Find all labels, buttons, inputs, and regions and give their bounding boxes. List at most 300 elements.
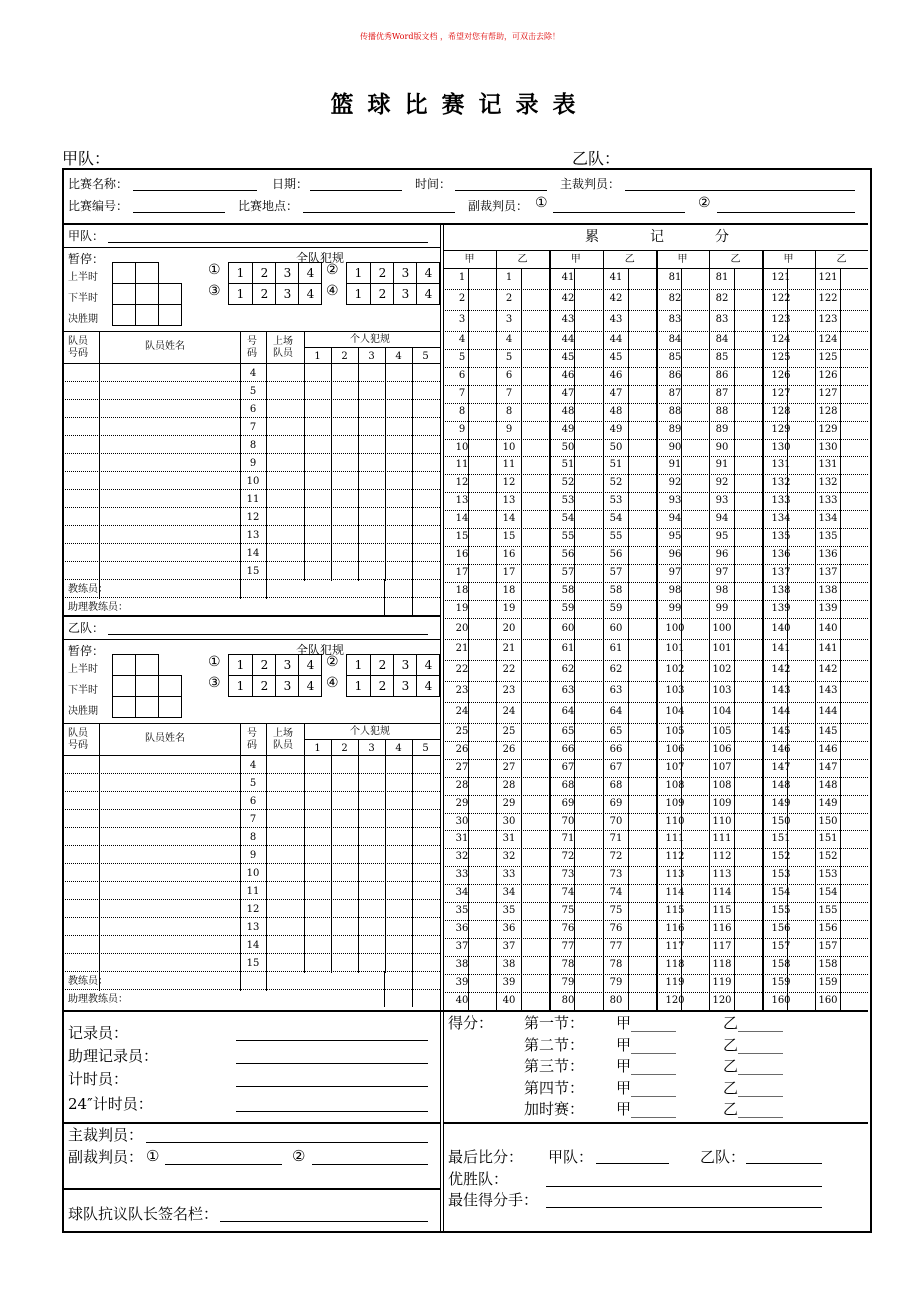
running-score-title-3: 分 (715, 229, 729, 245)
team-b-header-onfield2: 队员 (273, 740, 293, 751)
team-a-jersey-12: 12 (246, 512, 260, 523)
team-b-foul-sep (385, 739, 386, 973)
score-b-158: 158 (818, 959, 838, 971)
score-b-114: 114 (712, 887, 732, 899)
score-b-96: 96 (715, 549, 729, 561)
foul-count-cell[interactable]: 2 (370, 284, 394, 304)
period-a-4: 甲______ (616, 1078, 677, 1097)
team-b-jersey-7: 7 (249, 814, 257, 825)
official-label-3: 计时员： (68, 1070, 129, 1088)
score-b-42: 42 (609, 293, 623, 305)
score-row-rule (443, 702, 868, 703)
protest-field[interactable] (220, 1221, 428, 1222)
team-b-header-player: 队员 (68, 728, 88, 739)
score-b-13: 13 (502, 495, 516, 507)
team-b-period-2: 下半时 (68, 685, 98, 696)
official-field-3[interactable] (236, 1086, 428, 1087)
team-a-player-row-rule (62, 381, 440, 382)
foul-count-cell[interactable]: 1 (354, 679, 363, 693)
score-b-145: 145 (818, 725, 838, 737)
team-a-player-row-rule (62, 489, 440, 490)
score-b-3: 3 (505, 314, 513, 326)
score-b-31: 31 (502, 833, 516, 845)
score-a-160: 160 (771, 995, 791, 1007)
score-b-83: 83 (715, 314, 729, 326)
score-a-106: 106 (665, 743, 685, 755)
team-a-timeout-box[interactable] (158, 304, 182, 326)
score-b-102: 102 (712, 664, 732, 676)
team-b-name-label: 乙队： (68, 621, 105, 635)
team-b-quarter-mark-4: ④ (326, 675, 339, 691)
score-b-71: 71 (609, 833, 623, 845)
team-b-jersey-6: 6 (249, 796, 257, 807)
score-b-58: 58 (609, 585, 623, 597)
team-a-player-row-rule (62, 543, 440, 544)
chief-referee-field[interactable] (625, 190, 855, 191)
umpire-one-field[interactable] (553, 212, 685, 213)
score-a-20: 20 (455, 622, 469, 634)
team-b-header-foul-2: 2 (341, 743, 348, 754)
score-a-83: 83 (668, 314, 682, 326)
score-a-120: 120 (665, 995, 685, 1007)
time-field[interactable] (455, 190, 547, 191)
score-b-74: 74 (609, 887, 623, 899)
team-b-name-field[interactable] (108, 634, 428, 635)
score-b-103: 103 (712, 685, 732, 697)
foul-count-cell[interactable]: 3 (393, 263, 417, 283)
team-b-timeout-box[interactable] (135, 654, 159, 676)
foul-count-cell[interactable]: 1 (354, 266, 363, 280)
team-b-header-onfield1: 上场 (273, 728, 293, 739)
score-a-133: 133 (771, 495, 791, 507)
foul-count-cell[interactable]: 4 (298, 263, 322, 283)
foul-count-cell[interactable]: 3 (275, 284, 299, 304)
team-b-timeout-box[interactable] (112, 675, 136, 697)
score-b-57: 57 (609, 567, 623, 579)
team-a-foul-sep (331, 347, 332, 581)
score-b-64: 64 (609, 706, 623, 718)
score-b-56: 56 (609, 549, 623, 561)
score-row-rule (443, 639, 868, 640)
team-b-assistant-coach-label: 助理教练员： (68, 994, 128, 1005)
score-b-147: 147 (818, 761, 838, 773)
team-b-header (572, 146, 854, 169)
final-team-b-field[interactable] (746, 1163, 822, 1164)
official-field-1[interactable] (236, 1040, 428, 1041)
team-b-timeout-box[interactable] (135, 675, 159, 697)
score-a-104: 104 (665, 706, 685, 718)
score-a-32: 32 (455, 851, 469, 863)
team-b-quarter-mark-2: ② (326, 654, 339, 670)
score-b-65: 65 (609, 725, 623, 737)
score-a-48: 48 (561, 405, 575, 417)
score-header-rule (443, 268, 868, 269)
match-number-field[interactable] (133, 212, 225, 213)
team-a-period-2: 下半时 (68, 293, 98, 304)
team-b-foul-group-4 (346, 675, 440, 697)
team-a-coach-label: 教练员： (68, 584, 108, 595)
team-b-quarter-mark-3: ③ (208, 675, 221, 691)
score-row-rule (443, 474, 868, 475)
team-a-timeout-box[interactable] (112, 262, 136, 284)
score-row-rule (443, 367, 868, 368)
team-b-player-row-rule (62, 791, 440, 792)
official-field-2[interactable] (236, 1063, 428, 1064)
foul-count-cell[interactable]: 4 (416, 284, 440, 304)
score-row-rule (443, 866, 868, 867)
score-b-128: 128 (818, 405, 838, 417)
score-b-111: 111 (712, 833, 732, 845)
score-row-rule (443, 956, 868, 957)
score-a-132: 132 (771, 477, 791, 489)
team-b-timeout-box[interactable] (112, 696, 136, 718)
score-b-63: 63 (609, 685, 623, 697)
score-b-54: 54 (609, 513, 623, 525)
team-b-header-no: 号码 (68, 740, 88, 751)
team-b-timeout-box[interactable] (158, 696, 182, 718)
score-b-33: 33 (502, 869, 516, 881)
score-b-118: 118 (712, 959, 732, 971)
score-b-21: 21 (502, 643, 516, 655)
team-a-header-onfield1: 上场 (273, 336, 293, 347)
team-a-foul-sep (412, 347, 413, 581)
score-b-11: 11 (502, 459, 516, 471)
umpire-one-mark: ① (535, 195, 548, 211)
time-label: 时间： (415, 177, 452, 191)
score-section-border (762, 250, 764, 1010)
team-a-timeout-box[interactable] (135, 304, 159, 326)
foul-count-cell[interactable]: 4 (416, 655, 440, 675)
foul-count-cell[interactable]: 2 (252, 676, 276, 696)
foul-count-cell[interactable]: 1 (354, 658, 363, 672)
score-row-rule (443, 741, 868, 742)
team-a-foul-sep (358, 347, 359, 581)
team-a-jersey-8: 8 (249, 440, 257, 451)
team-a-name-field[interactable] (108, 242, 428, 243)
official-label-1: 记录员： (68, 1024, 129, 1042)
score-a-22: 22 (455, 664, 469, 676)
foul-count-cell[interactable]: 4 (298, 655, 322, 675)
team-b-jersey-5: 5 (249, 778, 257, 789)
score-a-75: 75 (561, 905, 575, 917)
team-a-jersey-7: 7 (249, 422, 257, 433)
team-a-jersey-11: 11 (246, 494, 260, 505)
score-row-rule (443, 974, 868, 975)
foul-count-cell[interactable]: 4 (298, 676, 322, 696)
team-b-timeout-box[interactable] (112, 654, 136, 676)
score-b-154: 154 (818, 887, 838, 899)
score-b-5: 5 (505, 351, 513, 363)
best-scorer-field[interactable] (546, 1207, 822, 1208)
score-row-rule (443, 723, 868, 724)
score-row-rule (443, 884, 868, 885)
team-a-foul-group-4 (346, 283, 440, 305)
score-b-125: 125 (818, 351, 838, 363)
score-b-127: 127 (818, 387, 838, 399)
team-b-timeout-box[interactable] (158, 675, 182, 697)
final-team-b-label: 乙队： (700, 1148, 746, 1166)
score-b-79: 79 (609, 977, 623, 989)
score-b-46: 46 (609, 369, 623, 381)
team-b-foul-header-rule (304, 739, 440, 740)
foul-count-cell[interactable]: 1 (354, 287, 363, 301)
team-a-header (62, 146, 367, 169)
sub-referee-label: 副裁判员： (68, 1148, 144, 1166)
score-a-39: 39 (455, 977, 469, 989)
score-row-rule (443, 759, 868, 760)
score-b-152: 152 (818, 851, 838, 863)
score-a-69: 69 (561, 797, 575, 809)
score-a-143: 143 (771, 685, 791, 697)
team-a-jersey-10: 10 (246, 476, 260, 487)
team-a-jersey-5: 5 (249, 386, 257, 397)
foul-count-cell[interactable]: 1 (236, 679, 245, 693)
score-a-122: 122 (771, 293, 791, 305)
score-a-50: 50 (561, 441, 575, 453)
score-a-80: 80 (561, 995, 575, 1007)
foul-count-cell[interactable]: 3 (393, 676, 417, 696)
score-b-90: 90 (715, 441, 729, 453)
team-a-header-name: 队员姓名 (145, 341, 185, 352)
team-a-timeout-box[interactable] (135, 283, 159, 305)
score-b-80: 80 (609, 995, 623, 1007)
team-a-player-row-rule (62, 525, 440, 526)
score-a-74: 74 (561, 887, 575, 899)
official-field-4[interactable] (236, 1111, 428, 1112)
team-b-player-row-rule (62, 899, 440, 900)
foul-count-cell[interactable]: 4 (298, 284, 322, 304)
score-a-90: 90 (668, 441, 682, 453)
score-a-42: 42 (561, 293, 575, 305)
score-col-header-b: 乙 (730, 254, 741, 265)
score-b-82: 82 (715, 293, 729, 305)
score-a-82: 82 (668, 293, 682, 305)
team-b-jersey-9: 9 (249, 850, 257, 861)
score-row-rule (443, 813, 868, 814)
team-b-jersey-13: 13 (246, 922, 260, 933)
score-b-124: 124 (818, 333, 838, 345)
score-a-137: 137 (771, 567, 791, 579)
score-a-13: 13 (455, 495, 469, 507)
team-a-timeout-box[interactable] (112, 304, 136, 326)
score-b-134: 134 (818, 513, 838, 525)
score-a-21: 21 (455, 643, 469, 655)
foul-count-cell[interactable]: 4 (416, 676, 440, 696)
team-b-player-row-rule (62, 953, 440, 954)
team-a-header-foul-3: 3 (368, 351, 375, 362)
date-field[interactable] (310, 190, 402, 191)
score-a-9: 9 (458, 423, 466, 435)
foul-count-cell[interactable]: 2 (252, 284, 276, 304)
venue-field[interactable] (303, 212, 455, 213)
team-b-player-row-rule (62, 881, 440, 882)
foul-count-cell[interactable]: 2 (370, 263, 394, 283)
winner-field[interactable] (546, 1186, 822, 1187)
score-b-6: 6 (505, 369, 513, 381)
score-a-58: 58 (561, 585, 575, 597)
score-b-17: 17 (502, 567, 516, 579)
score-a-95: 95 (668, 531, 682, 543)
foul-count-cell[interactable]: 1 (236, 658, 245, 672)
team-b-jersey-11: 11 (246, 886, 260, 897)
score-b-98: 98 (715, 585, 729, 597)
team-a-header-no: 号码 (68, 348, 88, 359)
info-bottom-rule (62, 223, 868, 225)
score-a-51: 51 (561, 459, 575, 471)
foul-count-cell[interactable]: 4 (416, 263, 440, 283)
score-b-105: 105 (712, 725, 732, 737)
foul-count-cell[interactable]: 2 (252, 263, 276, 283)
score-section-mid (496, 250, 497, 1010)
score-row-rule (443, 564, 868, 565)
period-b-4: 乙______ (723, 1078, 784, 1097)
score-b-48: 48 (609, 405, 623, 417)
score-a-115: 115 (665, 905, 685, 917)
score-b-129: 129 (818, 423, 838, 435)
score-b-153: 153 (818, 869, 838, 881)
score-row-rule (443, 600, 868, 601)
score-b-107: 107 (712, 761, 732, 773)
score-a-123: 123 (771, 314, 791, 326)
score-b-131: 131 (818, 459, 838, 471)
score-a-38: 38 (455, 959, 469, 971)
score-a-110: 110 (665, 815, 685, 827)
score-a-113: 113 (665, 869, 685, 881)
score-a-35: 35 (455, 905, 469, 917)
score-b-10: 10 (502, 441, 516, 453)
score-a-112: 112 (665, 851, 685, 863)
score-a-1: 1 (458, 272, 466, 284)
team-b-col-name-left (99, 723, 100, 991)
score-a-25: 25 (455, 725, 469, 737)
score-a-65: 65 (561, 725, 575, 737)
score-a-23: 23 (455, 685, 469, 697)
score-b-22: 22 (502, 664, 516, 676)
foul-count-cell[interactable]: 1 (236, 287, 245, 301)
score-row-rule (443, 681, 868, 682)
score-b-14: 14 (502, 513, 516, 525)
foul-count-cell[interactable]: 2 (370, 655, 394, 675)
score-a-96: 96 (668, 549, 682, 561)
team-a-label: 甲队： (62, 149, 111, 168)
match-name-field[interactable] (133, 190, 257, 191)
score-row-rule (443, 582, 868, 583)
score-b-148: 148 (818, 779, 838, 791)
score-a-45: 45 (561, 351, 575, 363)
team-a-name-rule (62, 247, 440, 248)
score-b-160: 160 (818, 995, 838, 1007)
score-b-23: 23 (502, 685, 516, 697)
score-row-rule (443, 546, 868, 547)
team-a-header-foul-4: 4 (395, 351, 402, 362)
foul-count-cell[interactable]: 2 (370, 676, 394, 696)
score-b-109: 109 (712, 797, 732, 809)
umpire-two-field[interactable] (717, 212, 855, 213)
score-section-border (656, 250, 658, 1010)
team-b-field[interactable] (620, 153, 854, 169)
sub-referee-two-field[interactable] (312, 1164, 428, 1165)
score-a-56: 56 (561, 549, 575, 561)
score-a-5: 5 (458, 351, 466, 363)
score-b-104: 104 (712, 706, 732, 718)
score-row-rule (443, 456, 868, 457)
foul-count-cell[interactable]: 3 (275, 263, 299, 283)
score-col-header-a: 甲 (783, 254, 794, 265)
team-a-timeout-box[interactable] (112, 283, 136, 305)
score-a-52: 52 (561, 477, 575, 489)
score-a-54: 54 (561, 513, 575, 525)
score-b-138: 138 (818, 585, 838, 597)
team-b-header-foul-1: 1 (314, 743, 321, 754)
score-a-136: 136 (771, 549, 791, 561)
score-a-17: 17 (455, 567, 469, 579)
score-b-50: 50 (609, 441, 623, 453)
score-b-91: 91 (715, 459, 729, 471)
score-a-149: 149 (771, 797, 791, 809)
team-a-timeout-box[interactable] (135, 262, 159, 284)
team-b-team-fouls-label: 全队犯规 (296, 643, 345, 657)
score-b-53: 53 (609, 495, 623, 507)
period-score-label: 得分： (448, 1014, 494, 1032)
score-b-27: 27 (502, 761, 516, 773)
team-b-header-num1: 号 (247, 728, 257, 739)
team-a-timeout-box[interactable] (158, 283, 182, 305)
foul-count-cell[interactable]: 3 (275, 655, 299, 675)
foul-count-cell[interactable]: 2 (252, 655, 276, 675)
score-b-100: 100 (712, 622, 732, 634)
score-b-60: 60 (609, 622, 623, 634)
score-b-26: 26 (502, 743, 516, 755)
team-b-timeout-box[interactable] (135, 696, 159, 718)
score-a-119: 119 (665, 977, 685, 989)
score-a-78: 78 (561, 959, 575, 971)
team-a-header-onfield2: 队员 (273, 348, 293, 359)
score-b-51: 51 (609, 459, 623, 471)
main-referee-field[interactable] (146, 1142, 428, 1143)
score-b-52: 52 (609, 477, 623, 489)
score-a-72: 72 (561, 851, 575, 863)
team-b-jersey-12: 12 (246, 904, 260, 915)
score-a-93: 93 (668, 495, 682, 507)
score-b-101: 101 (712, 643, 732, 655)
foul-count-cell[interactable]: 3 (275, 676, 299, 696)
team-a-foul-sep (385, 347, 386, 581)
score-a-24: 24 (455, 706, 469, 718)
official-label-2: 助理记录员： (68, 1047, 159, 1065)
team-b-timeout-bottom (62, 723, 440, 724)
score-b-123: 123 (818, 314, 838, 326)
final-team-a-field[interactable] (596, 1163, 669, 1164)
score-a-130: 130 (771, 441, 791, 453)
score-b-76: 76 (609, 923, 623, 935)
referee-bottom (62, 1188, 440, 1190)
score-a-6: 6 (458, 369, 466, 381)
foul-count-cell[interactable]: 3 (393, 284, 417, 304)
team-a-foul-header-rule (304, 347, 440, 348)
team-a-team-fouls-label: 全队犯规 (296, 251, 345, 265)
score-a-66: 66 (561, 743, 575, 755)
score-b-110: 110 (712, 815, 732, 827)
period-bottom (443, 1122, 868, 1124)
score-b-135: 135 (818, 531, 838, 543)
score-a-148: 148 (771, 779, 791, 791)
sub-referee-one-field[interactable] (165, 1164, 282, 1165)
foul-count-cell[interactable]: 3 (393, 655, 417, 675)
venue-label: 比赛地点： (238, 199, 299, 213)
score-a-135: 135 (771, 531, 791, 543)
foul-count-cell[interactable]: 1 (236, 266, 245, 280)
team-a-field[interactable] (110, 153, 367, 169)
